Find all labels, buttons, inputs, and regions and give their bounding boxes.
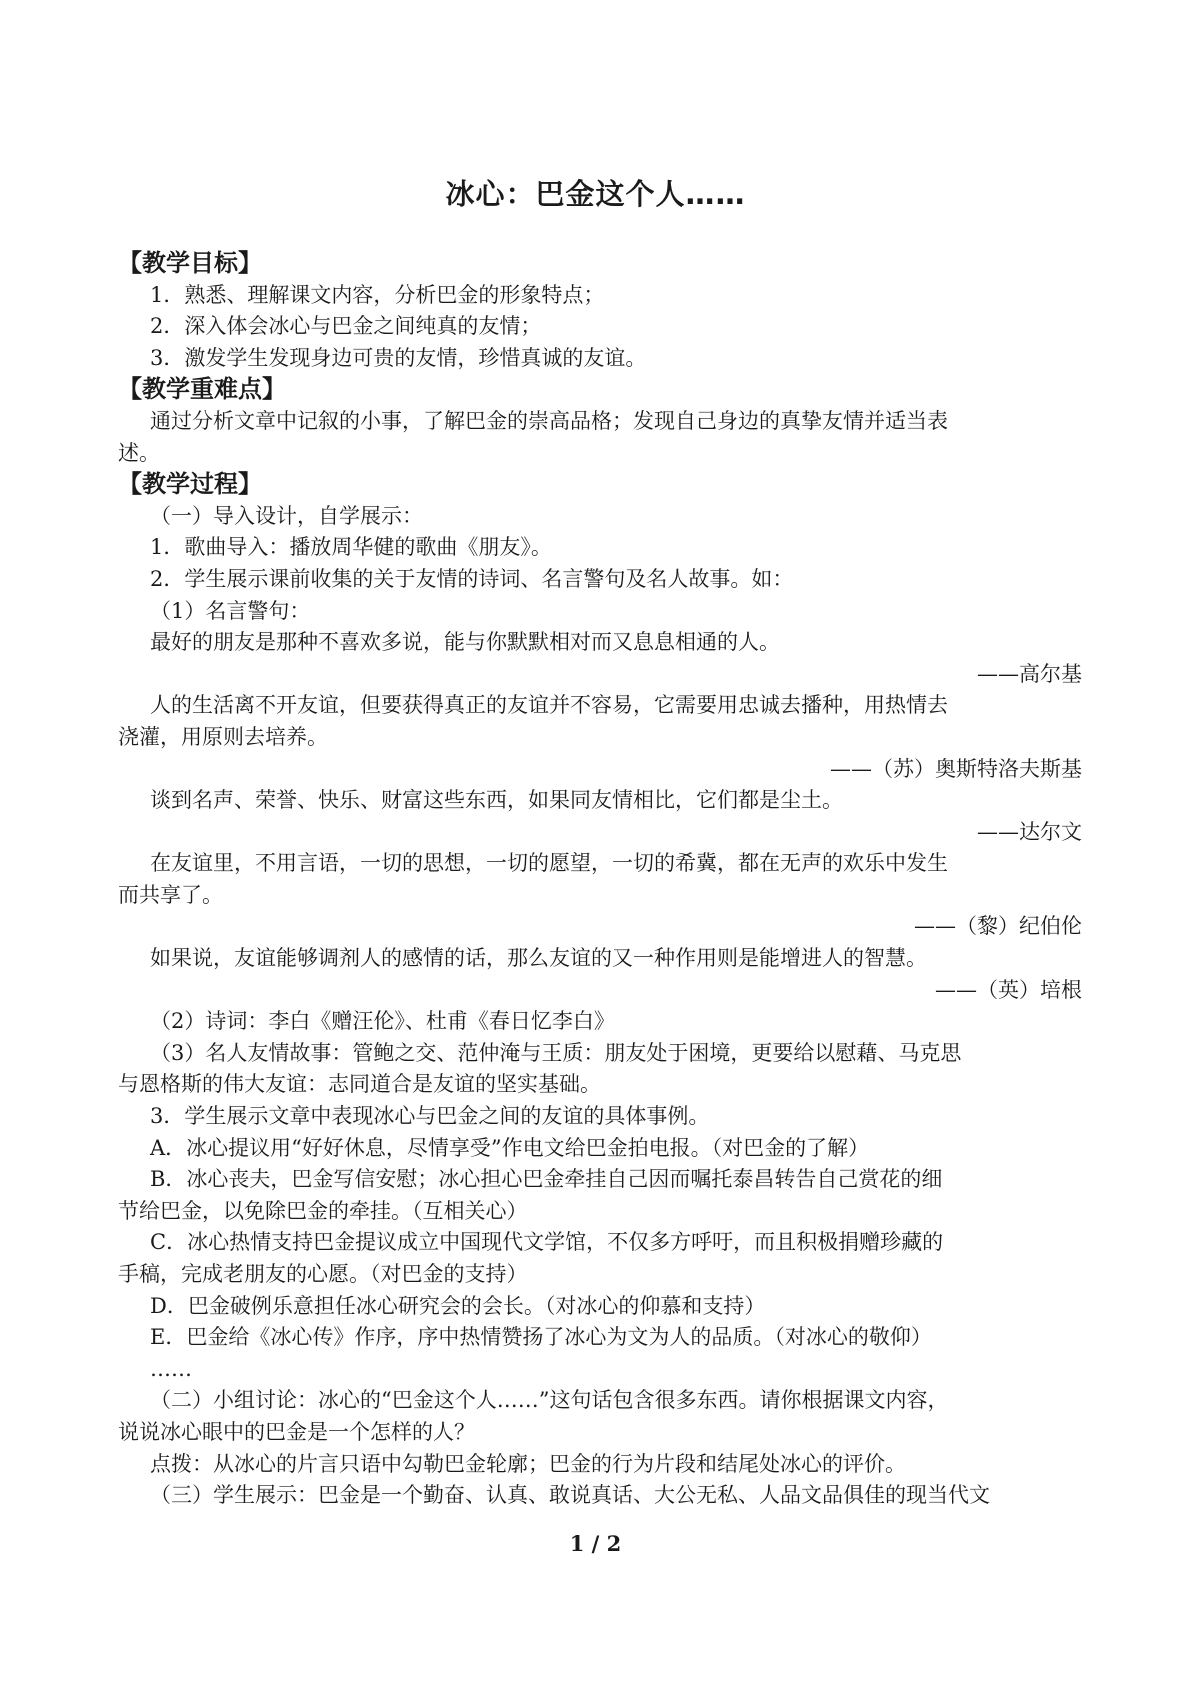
paragraph-line: 与恩格斯的伟大友谊：志同道合是友谊的坚实基础。 (118, 1072, 601, 1097)
process-step: 2．学生展示课前收集的关于友情的诗词、名言警句及名人故事。如： (150, 566, 794, 591)
process-step: 3．学生展示文章中表现冰心与巴金之间的友谊的具体事例。 (150, 1104, 710, 1129)
quote-text: 如果说，友谊能够调剂人的感情的话，那么友谊的又一种作用则是能增进人的智慧。 (150, 946, 927, 971)
paragraph-line: 点拨：从冰心的片言只语中勾勒巴金轮廓；巴金的行为片段和结尾处冰心的评价。 (150, 1451, 906, 1476)
example-item: 节给巴金，以免除巴金的牵挂。（互相关心） (118, 1198, 528, 1223)
quote-text: 而共享了。 (118, 882, 223, 907)
goal-item: 3．激发学生发现身边可贵的友情，珍惜真诚的友谊。 (150, 345, 647, 370)
example-item: E．巴金给《冰心传》作序，序中热情赞扬了冰心为文为人的品质。（对冰心的敬仰） (150, 1325, 932, 1350)
quote-text: 浇灌，用原则去培养。 (118, 724, 328, 749)
section-heading-key-points: 【教学重难点】 (118, 375, 286, 404)
section-heading-goals: 【教学目标】 (118, 249, 262, 277)
paragraph-line: 述。 (118, 440, 160, 465)
document-title: 冰心：巴金这个人…… (445, 177, 746, 211)
paragraph-line: 通过分析文章中记叙的小事，了解巴金的崇高品格；发现自己身边的真挚友情并适当表 (150, 408, 948, 433)
example-item: A．冰心提议用“好好休息，尽情享受”作电文给巴金拍电报。（对巴金的了解） (150, 1135, 870, 1160)
subheading-poems: （2）诗词：李白《赠汪伦》、杜甫《春日忆李白》 (150, 1009, 615, 1034)
quote-text: 最好的朋友是那种不喜欢多说，能与你默默相对而又息息相通的人。 (150, 630, 780, 655)
example-item: 手稿，完成老朋友的心愿。（对巴金的支持） (118, 1262, 528, 1286)
process-step: （一）导入设计，自学展示： (150, 503, 423, 528)
section-heading-process: 【教学过程】 (118, 470, 262, 499)
document-body (118, 248, 1088, 1512)
quote-text: 人的生活离不开友谊，但要获得真正的友谊并不容易，它需要用忠诚去播种，用热情去 (150, 693, 948, 718)
example-item: C．冰心热情支持巴金提议成立中国现代文学馆，不仅多方呼吁，而且积极捐赠珍藏的 (150, 1230, 944, 1255)
quote-text: 在友谊里，不用言语，一切的思想，一切的愿望，一切的希冀，都在无声的欢乐中发生 (150, 851, 948, 876)
quote-author: ——（黎）纪伯伦 (914, 914, 1082, 939)
quote-author: ——（苏）奥斯特洛夫斯基 (830, 756, 1082, 781)
example-item: D．巴金破例乐意担任冰心研究会的会长。（对冰心的仰慕和支持） (150, 1293, 766, 1318)
paragraph-line: （3）名人友情故事：管鲍之交、范仲淹与王质：朋友处于困境，更要给以慰藉、马克思 (150, 1040, 962, 1065)
paragraph-line: （二）小组讨论：冰心的“巴金这个人……”这句话包含很多东西。请你根据课文内容， (150, 1388, 949, 1413)
paragraph-line: 说说冰心眼中的巴金是一个怎样的人？ (118, 1419, 475, 1444)
page-number: 1 / 2 (569, 1531, 622, 1556)
quote-text: 谈到名声、荣誉、快乐、财富这些东西，如果同友情相比，它们都是尘土。 (150, 788, 843, 813)
ellipsis: …… (150, 1356, 192, 1381)
subheading-quotes: （1）名言警句： (150, 598, 311, 623)
goal-item: 1．熟悉、理解课文内容，分析巴金的形象特点； (150, 282, 605, 307)
quote-author: ——（英）培根 (935, 977, 1082, 1002)
paragraph-line: （三）学生展示：巴金是一个勤奋、认真、敢说真话、大公无私、人品文品俱佳的现当代文 (150, 1483, 990, 1508)
example-item: B．冰心丧夫，巴金写信安慰；冰心担心巴金牵挂自己因而嘱托泰昌转告自己赏花的细 (150, 1167, 943, 1192)
quote-author: ——达尔文 (977, 819, 1082, 844)
quote-author: ——高尔基 (977, 661, 1082, 686)
process-step: 1．歌曲导入：播放周华健的歌曲《朋友》。 (150, 535, 552, 560)
goal-item: 2．深入体会冰心与巴金之间纯真的友情； (150, 314, 542, 339)
